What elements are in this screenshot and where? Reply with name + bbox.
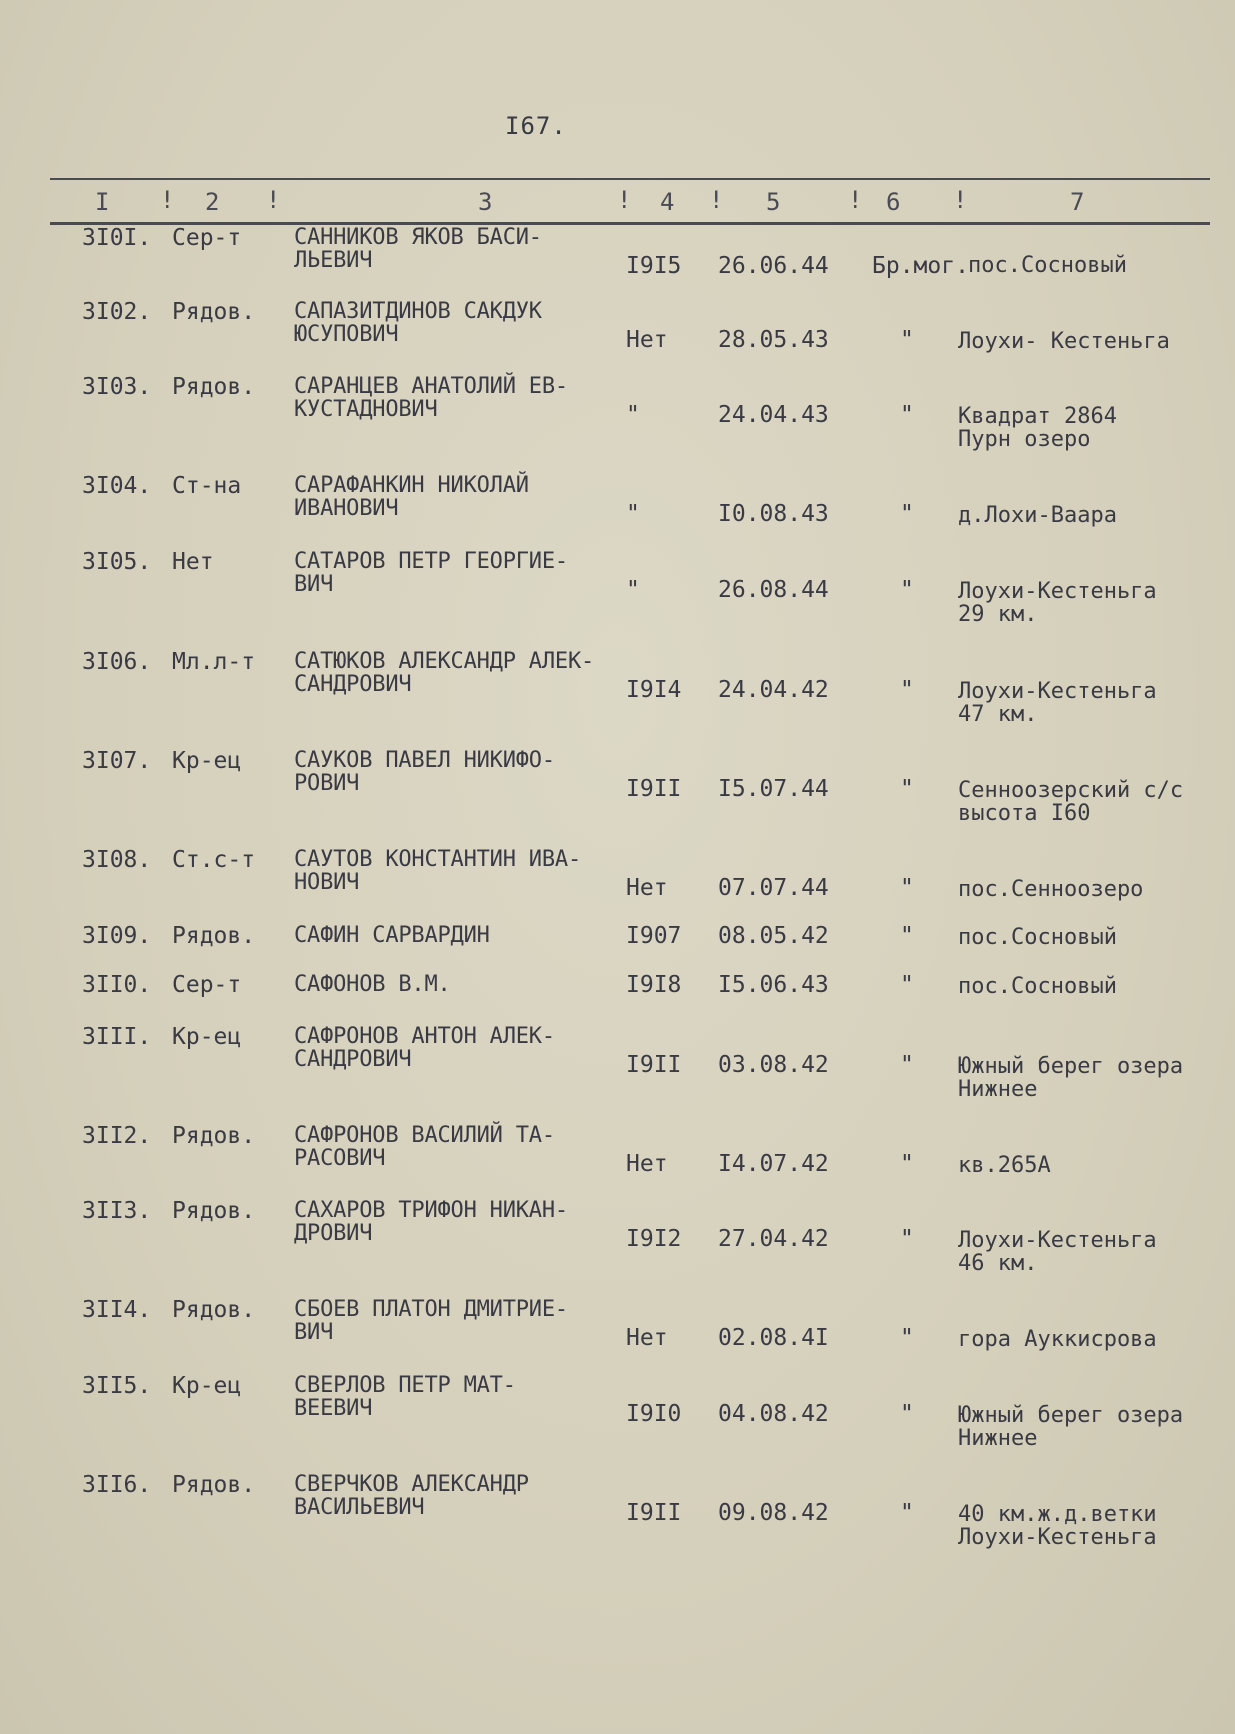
header-col-2: 2 <box>205 188 220 216</box>
full-name-line: ЛЬЕВИЧ <box>294 248 373 273</box>
burial-place-line: Лоухи-Кестеньга <box>958 679 1157 704</box>
burial-place <box>958 680 1157 726</box>
header-separator: ! <box>160 186 175 214</box>
military-rank: Рядов. <box>172 374 256 400</box>
military-rank: Рядов. <box>172 1198 256 1224</box>
full-name-line: САТЮКОВ АЛЕКСАНДР АЛЕК- <box>294 649 595 674</box>
full-name-line: ВАСИЛЬЕВИЧ <box>294 1495 425 1520</box>
burial-place <box>958 1154 1051 1178</box>
full-name-line: КУСТАДНОВИЧ <box>294 397 438 422</box>
burial-place-line: Лоухи-Кестеньга <box>958 579 1157 604</box>
full-name-line: СВЕРЛОВ ПЕТР МАТ- <box>294 1373 516 1398</box>
military-rank: Рядов. <box>172 299 256 325</box>
birth-year: I9I5 <box>626 253 682 279</box>
burial-place <box>958 926 1117 950</box>
full-name-line: САУКОВ ПАВЕЛ НИКИФО- <box>294 748 555 773</box>
burial-place <box>958 330 1170 354</box>
burial-place-line: кв.265А <box>958 1153 1051 1178</box>
death-date: I5.06.43 <box>718 972 829 998</box>
death-date: 09.08.42 <box>718 1500 829 1526</box>
record-number: 3I02. <box>82 299 152 325</box>
full-name <box>294 650 594 696</box>
record-number: 3II6. <box>82 1472 152 1498</box>
burial-place-line: пос.Сосновый <box>958 974 1117 999</box>
death-date: 26.08.44 <box>718 577 829 603</box>
full-name-line: САНДРОВИЧ <box>294 672 412 697</box>
header-top-rule <box>50 178 1210 180</box>
burial-place-line: 29 км. <box>958 602 1038 627</box>
birth-year: I907 <box>626 923 682 949</box>
full-name-line: САПАЗИТДИНОВ САКДУК <box>294 299 542 324</box>
military-rank: Кр-ец <box>172 1373 242 1399</box>
burial-type: " <box>900 1325 914 1351</box>
birth-year: " <box>626 501 640 527</box>
burial-type: " <box>900 875 914 901</box>
full-name-line: ИВАНОВИЧ <box>294 496 399 521</box>
burial-place-line: Лоухи-Кестеньга <box>958 1228 1157 1253</box>
record-number: 3I09. <box>82 923 152 949</box>
military-rank: Рядов. <box>172 923 256 949</box>
military-rank: Рядов. <box>172 1123 256 1149</box>
death-date: I0.08.43 <box>718 501 829 527</box>
full-name-line: САРАФАНКИН НИКОЛАЙ <box>294 473 529 498</box>
burial-place <box>958 975 1117 999</box>
burial-place <box>958 779 1183 825</box>
burial-place-line: гора Ауккисрова <box>958 1327 1157 1352</box>
full-name <box>294 375 568 421</box>
burial-place <box>958 405 1117 451</box>
burial-type: " <box>900 677 914 703</box>
birth-year: Нет <box>626 875 668 901</box>
burial-type: " <box>900 1500 914 1526</box>
burial-place <box>968 254 1127 278</box>
burial-place <box>958 1503 1157 1549</box>
burial-place <box>958 1055 1183 1101</box>
full-name-line: САННИКОВ ЯКОВ БАСИ- <box>294 225 542 250</box>
military-rank: Нет <box>172 549 214 575</box>
military-rank: Ст-на <box>172 473 242 499</box>
header-col-1: I <box>95 188 110 216</box>
burial-type: " <box>900 501 914 527</box>
death-date: 07.07.44 <box>718 875 829 901</box>
full-name-line: ДРОВИЧ <box>294 1221 373 1246</box>
header-separator: ! <box>848 186 863 214</box>
death-date: 28.05.43 <box>718 327 829 353</box>
death-date: 03.08.42 <box>718 1052 829 1078</box>
full-name-line: САХАРОВ ТРИФОН НИКАН- <box>294 1198 568 1223</box>
full-name <box>294 474 529 520</box>
header-col-6: 6 <box>886 188 901 216</box>
birth-year: I9I0 <box>626 1401 682 1427</box>
burial-type: " <box>900 1226 914 1252</box>
birth-year: " <box>626 402 640 428</box>
burial-place-line: 40 км.ж.д.ветки <box>958 1502 1157 1527</box>
full-name-line: САНДРОВИЧ <box>294 1047 412 1072</box>
burial-place <box>958 1328 1157 1352</box>
full-name <box>294 848 581 894</box>
death-date: 24.04.43 <box>718 402 829 428</box>
death-date: 26.06.44 <box>718 253 829 279</box>
record-number: 3II0. <box>82 972 152 998</box>
military-rank: Ст.с-т <box>172 847 256 873</box>
death-date: I5.07.44 <box>718 776 829 802</box>
full-name <box>294 1298 568 1344</box>
full-name-line: ЮСУПОВИЧ <box>294 322 399 347</box>
full-name-line: СБОЕВ ПЛАТОН ДМИТРИЕ- <box>294 1297 568 1322</box>
birth-year: Нет <box>626 1325 668 1351</box>
full-name-line: САФИН САРВАРДИН <box>294 923 490 948</box>
burial-place <box>958 580 1157 626</box>
burial-place <box>958 504 1117 528</box>
full-name-line: САФОНОВ В.М. <box>294 972 451 997</box>
death-date: 24.04.42 <box>718 677 829 703</box>
record-number: 3II2. <box>82 1123 152 1149</box>
page-number: I67. <box>505 112 567 140</box>
death-date: I4.07.42 <box>718 1151 829 1177</box>
birth-year: Нет <box>626 327 668 353</box>
burial-type: " <box>900 577 914 603</box>
full-name <box>294 1025 555 1071</box>
burial-place-line: Южный берег озера <box>958 1403 1184 1428</box>
full-name-line: САУТОВ КОНСТАНТИН ИВА- <box>294 847 581 872</box>
full-name-line: ВИЧ <box>294 572 334 597</box>
full-name <box>294 1199 568 1245</box>
header-separator: ! <box>617 186 632 214</box>
full-name-line: САФРОНОВ ВАСИЛИЙ ТА- <box>294 1123 555 1148</box>
record-number: 3III. <box>82 1024 152 1050</box>
full-name-line: РОВИЧ <box>294 771 360 796</box>
burial-place-line: Нижнее <box>958 1077 1038 1102</box>
full-name-line: САТАРОВ ПЕТР ГЕОРГИЕ- <box>294 549 568 574</box>
military-rank: Рядов. <box>172 1297 256 1323</box>
burial-type: " <box>900 923 914 949</box>
record-number: 3II5. <box>82 1373 152 1399</box>
burial-type: " <box>900 1151 914 1177</box>
birth-year: I9II <box>626 776 682 802</box>
full-name <box>294 226 542 272</box>
military-rank: Кр-ец <box>172 748 242 774</box>
full-name <box>294 973 451 996</box>
burial-place-line: Сенноозерский с/с <box>958 778 1184 803</box>
burial-type: " <box>900 1052 914 1078</box>
record-number: 3I06. <box>82 649 152 675</box>
full-name-line: НОВИЧ <box>294 870 360 895</box>
record-number: 3I05. <box>82 549 152 575</box>
burial-place <box>958 1404 1183 1450</box>
header-separator: ! <box>709 186 724 214</box>
burial-place-line: Пурн озеро <box>958 427 1091 452</box>
full-name-line: САФРОНОВ АНТОН АЛЕК- <box>294 1024 555 1049</box>
birth-year: I9II <box>626 1500 682 1526</box>
burial-place <box>958 878 1143 902</box>
full-name-line: ВЕЕВИЧ <box>294 1396 373 1421</box>
record-number: 3I04. <box>82 473 152 499</box>
burial-place <box>958 1229 1157 1275</box>
burial-type: Бр.мог. <box>872 253 969 279</box>
full-name-line: ВИЧ <box>294 1320 334 1345</box>
death-date: 02.08.4I <box>718 1325 829 1351</box>
full-name <box>294 1374 516 1420</box>
burial-place-line: высота I60 <box>958 801 1091 826</box>
burial-place-line: Лоухи-Кестеньга <box>958 1525 1157 1550</box>
header-col-4: 4 <box>660 188 675 216</box>
full-name-line: САРАНЦЕВ АНАТОЛИЙ ЕВ- <box>294 374 568 399</box>
burial-type: " <box>900 327 914 353</box>
full-name <box>294 550 568 596</box>
record-number: 3II3. <box>82 1198 152 1224</box>
full-name <box>294 924 490 947</box>
full-name <box>294 1124 555 1170</box>
military-rank: Мл.л-т <box>172 649 256 675</box>
burial-place-line: Лоухи- Кестеньга <box>958 329 1170 354</box>
burial-place-line: Южный берег озера <box>958 1054 1184 1079</box>
birth-year: I9I2 <box>626 1226 682 1252</box>
birth-year: " <box>626 577 640 603</box>
birth-year: Нет <box>626 1151 668 1177</box>
burial-place-line: 46 км. <box>958 1251 1038 1276</box>
death-date: 04.08.42 <box>718 1401 829 1427</box>
birth-year: I9I4 <box>626 677 682 703</box>
military-rank: Сер-т <box>172 972 242 998</box>
full-name <box>294 1473 529 1519</box>
burial-type: " <box>900 972 914 998</box>
burial-place-line: 47 км. <box>958 702 1038 727</box>
full-name <box>294 300 542 346</box>
death-date: 08.05.42 <box>718 923 829 949</box>
burial-type: " <box>900 776 914 802</box>
burial-type: " <box>900 402 914 428</box>
record-number: 3II4. <box>82 1297 152 1323</box>
birth-year: I9II <box>626 1052 682 1078</box>
burial-place-line: пос.Сосновый <box>968 253 1127 278</box>
full-name-line: РАСОВИЧ <box>294 1146 386 1171</box>
header-col-7: 7 <box>1070 188 1085 216</box>
burial-type: " <box>900 1401 914 1427</box>
burial-place-line: Нижнее <box>958 1426 1038 1451</box>
record-number: 3I07. <box>82 748 152 774</box>
full-name-line: СВЕРЧКОВ АЛЕКСАНДР <box>294 1472 529 1497</box>
header-separator: ! <box>953 186 968 214</box>
burial-place-line: пос.Сосновый <box>958 925 1117 950</box>
burial-place-line: Квадрат 2864 <box>958 404 1117 429</box>
full-name <box>294 749 555 795</box>
burial-place-line: д.Лохи-Ваара <box>958 503 1117 528</box>
record-number: 3I08. <box>82 847 152 873</box>
military-rank: Кр-ец <box>172 1024 242 1050</box>
header-col-3: 3 <box>478 188 493 216</box>
military-rank: Рядов. <box>172 1472 256 1498</box>
record-number: 3I0I. <box>82 225 152 251</box>
burial-place-line: пос.Сенноозеро <box>958 877 1144 902</box>
birth-year: I9I8 <box>626 972 682 998</box>
header-separator: ! <box>266 186 281 214</box>
header-col-5: 5 <box>766 188 781 216</box>
military-rank: Сер-т <box>172 225 242 251</box>
death-date: 27.04.42 <box>718 1226 829 1252</box>
record-number: 3I03. <box>82 374 152 400</box>
